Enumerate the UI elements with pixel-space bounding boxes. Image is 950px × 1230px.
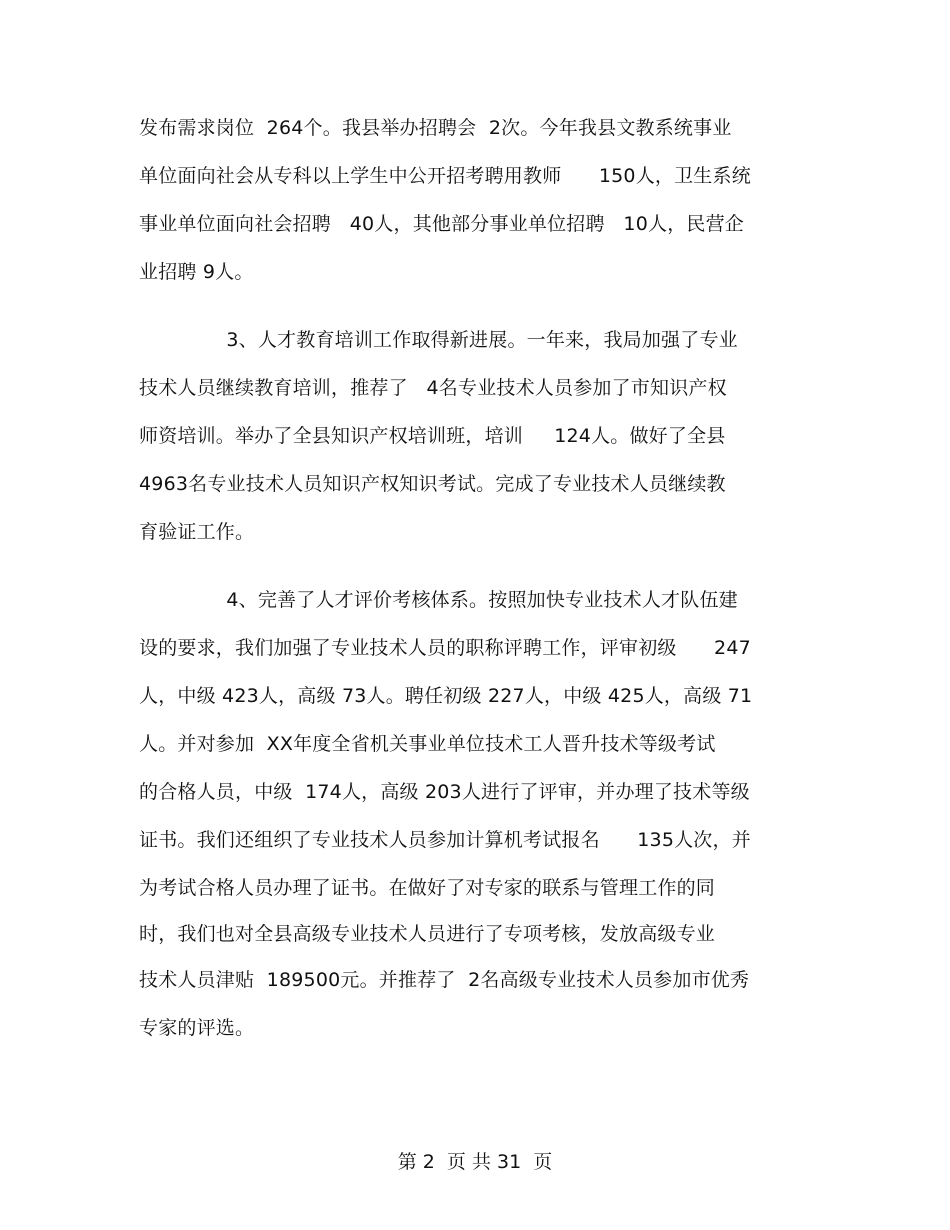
text-line: 师资培训。举办了全县知识产权培训班，培训 124人。做好了全县 [139, 425, 726, 447]
text-line: 发布需求岗位 264个。我县举办招聘会 2次。今年我县文教系统事业 [139, 117, 732, 139]
text-line: 人，中级 423人，高级 73人。聘任初级 227人，中级 425人，高级 71 [139, 685, 753, 707]
text-line: 专家的评选。 [139, 1017, 255, 1039]
text-line: 4、完善了人才评价考核体系。按照加快专业技术人才队伍建 [139, 589, 738, 611]
text-line: 时，我们也对全县高级专业技术人员进行了专项考核，发放高级专业 [139, 923, 716, 945]
page-number-footer: 第 2 页 共 31 页 [397, 1151, 553, 1173]
text-line: 事业单位面向社会招聘 40人，其他部分事业单位招聘 10人，民营企 [139, 213, 744, 235]
text-line: 3、人才教育培训工作取得新进展。一年来，我局加强了专业 [139, 329, 738, 351]
text-line: 为考试合格人员办理了证书。在做好了对专家的联系与管理工作的同 [139, 877, 716, 899]
text-line: 设的要求，我们加强了专业技术人员的职称评聘工作，评审初级 247 [139, 637, 751, 659]
text-line: 人。并对参加 XX年度全省机关事业单位技术工人晋升技术等级考试 [139, 733, 716, 755]
text-line: 的合格人员，中级 174人，高级 203人进行了评审，并办理了技术等级 [139, 781, 750, 803]
text-line: 证书。我们还组织了专业技术人员参加计算机考试报名 135人次，并 [139, 829, 751, 851]
text-line: 单位面向社会从专科以上学生中公开招考聘用教师 150人，卫生系统 [139, 165, 751, 187]
text-line: 4963名专业技术人员知识产权知识考试。完成了专业技术人员继续教 [139, 473, 726, 495]
text-line: 育验证工作。 [139, 521, 255, 543]
text-line: 业招聘 9人。 [139, 261, 254, 283]
text-line: 技术人员继续教育培训，推荐了 4名专业技术人员参加了市知识产权 [139, 377, 727, 399]
text-line: 技术人员津贴 189500元。并推荐了 2名高级专业技术人员参加市优秀 [139, 969, 750, 991]
